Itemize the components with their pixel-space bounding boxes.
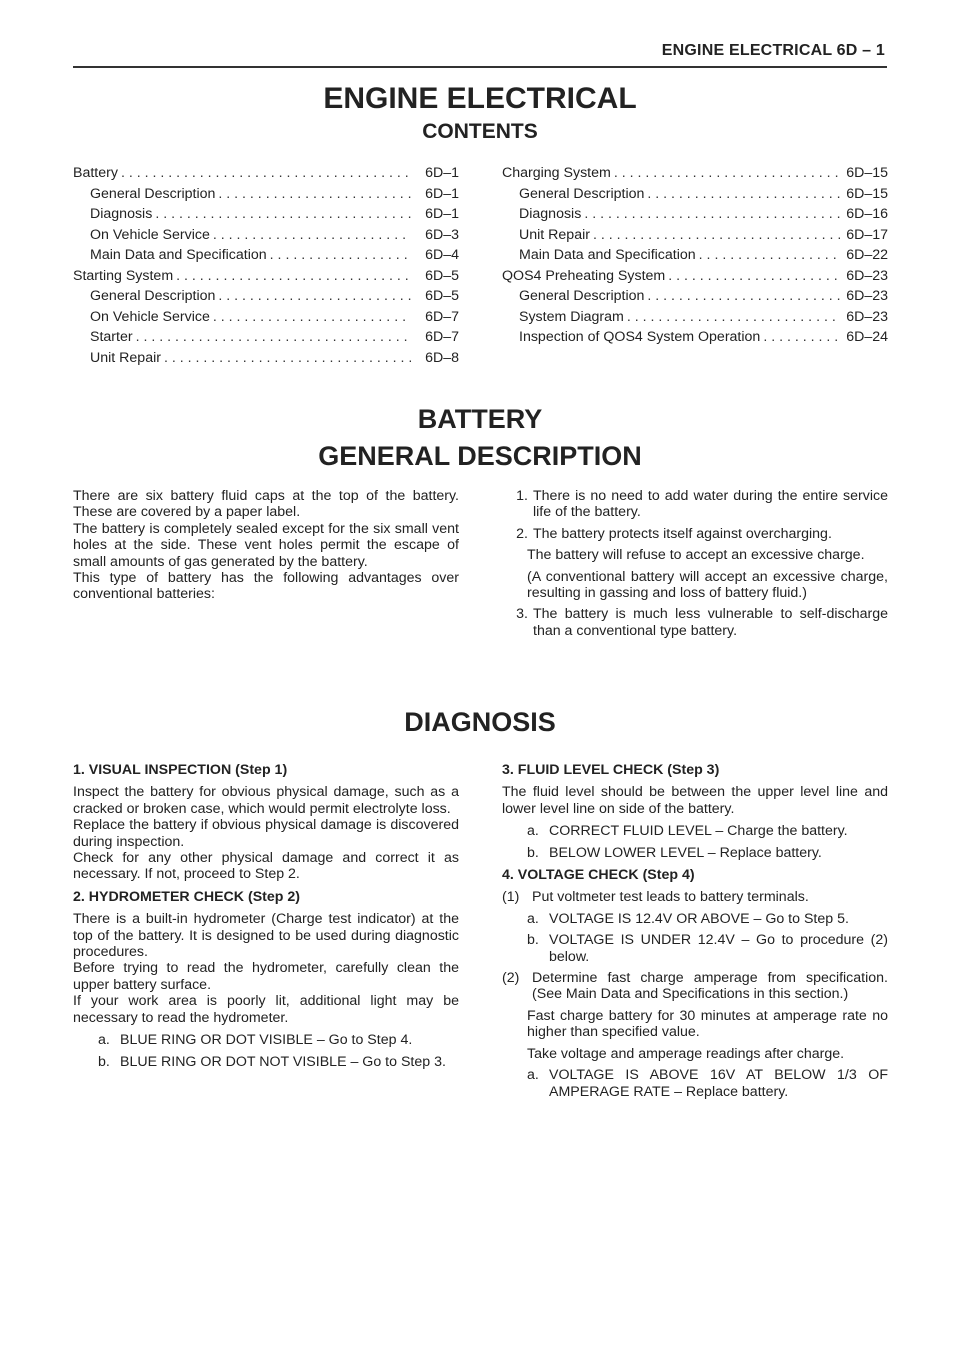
toc-entry-label: Unit Repair — [519, 226, 590, 243]
toc-dot-leader — [647, 186, 840, 202]
battery-paragraph: There are six battery fluid caps at the top of the battery. These are covered by a paper label. — [73, 488, 459, 521]
toc-entry-page: 6D–1 — [425, 206, 459, 222]
toc-dot-leader — [647, 288, 840, 304]
toc-entry-label: Unit Repair — [90, 349, 161, 366]
toc-dot-leader — [176, 268, 411, 284]
list-letter: b. — [527, 844, 539, 861]
list-letter: b. — [98, 1053, 110, 1070]
list-item — [502, 606, 888, 639]
list-letter: a. — [98, 1032, 110, 1049]
diagnosis-heading: DIAGNOSIS — [404, 707, 556, 737]
toc-entry-label: General Description — [519, 288, 645, 304]
step-paragraph: Check for any other physical damage and correct it as necessary. If not, proceed to Step 2. — [73, 850, 459, 883]
page-title: ENGINE ELECTRICAL — [323, 82, 637, 115]
step-paragraph: Before trying to read the hydrometer, carefully clean the upper battery surface. — [73, 960, 459, 993]
toc-entry-label: On Vehicle Service — [90, 308, 210, 325]
toc-entry-page: 6D–17 — [846, 226, 888, 243]
diagnosis-right-column — [502, 762, 888, 1100]
toc-entry-page: 6D–23 — [846, 308, 888, 325]
list-text: BLUE RING OR DOT VISIBLE – Go to Step 4. — [120, 1032, 413, 1049]
toc-entry — [73, 227, 459, 248]
toc-dot-leader — [155, 206, 411, 222]
toc-entry — [73, 309, 459, 330]
step-heading: 4. VOLTAGE CHECK (Step 4) — [502, 867, 695, 884]
toc-dot-leader — [270, 247, 411, 263]
list-text: BLUE RING OR DOT NOT VISIBLE – Go to Step 3. — [120, 1053, 446, 1070]
list-item — [502, 845, 888, 861]
toc-entry — [502, 186, 888, 207]
header-title: ENGINE ELECTRICAL 6D – 1 — [661, 42, 885, 59]
toc-entry-page: 6D–1 — [425, 165, 459, 181]
toc-entry-page: 6D–15 — [846, 185, 888, 202]
list-item — [502, 1067, 888, 1100]
toc-entry — [502, 165, 888, 186]
list-text: The battery is much less vulnerable to self-discharge than a conventional type battery. — [533, 606, 888, 639]
toc-dot-leader — [121, 165, 411, 181]
toc-entry-label: Main Data and Specification — [90, 247, 267, 263]
toc-entry-page: 6D–7 — [425, 308, 459, 325]
toc-dot-leader — [584, 206, 840, 222]
toc-entry — [73, 268, 459, 289]
toc-entry-page: 6D–22 — [846, 247, 888, 263]
list-text: Determine fast charge amperage from specification. (See Main Data and Specifications in this section.) — [532, 970, 888, 1003]
toc-entry-label: Charging System — [502, 165, 611, 181]
page-header — [73, 42, 887, 68]
step-paragraph: If your work area is poorly lit, additional light may be necessary to read the hydrometer. — [73, 993, 459, 1026]
toc-entry-label: Starter — [90, 329, 133, 345]
toc-dot-leader — [213, 227, 411, 243]
toc-entry — [502, 247, 888, 268]
toc-entry — [73, 186, 459, 207]
toc-dot-leader — [593, 227, 840, 243]
toc-entry-page: 6D–8 — [425, 349, 459, 366]
toc-entry-label: General Description — [90, 288, 216, 304]
toc-entry — [502, 329, 888, 350]
toc-entry — [502, 309, 888, 330]
list-text: VOLTAGE IS UNDER 12.4V – Go to procedure (2) below. — [549, 932, 888, 965]
list-item — [502, 488, 888, 521]
list-paragraph: Take voltage and amperage readings after charge. — [527, 1045, 845, 1062]
list-letter: a. — [527, 1067, 539, 1084]
toc-entry — [73, 165, 459, 186]
list-letter: b. — [527, 932, 539, 949]
step-paragraph: Inspect the battery for obvious physical damage, such as a cracked or broken case, which would permit electrolyte loss. — [73, 784, 459, 817]
toc-entry — [502, 288, 888, 309]
toc-dot-leader — [614, 165, 840, 181]
toc-entry — [73, 350, 459, 371]
toc-entry-label: Diagnosis — [519, 206, 582, 222]
toc-entry-label: System Diagram — [519, 308, 624, 325]
toc-entry-label: Inspection of QOS4 System Operation — [519, 329, 761, 345]
toc-entry-page: 6D–23 — [846, 267, 888, 284]
toc-entry-label: Main Data and Specification — [519, 247, 696, 263]
contents-heading: CONTENTS — [422, 120, 538, 143]
list-text: The battery protects itself against overcharging. — [533, 525, 832, 542]
toc-dot-leader — [164, 350, 411, 366]
list-number: 1. — [516, 488, 528, 504]
toc-left-column — [73, 165, 459, 370]
step-heading: 2. HYDROMETER CHECK (Step 2) — [73, 888, 301, 905]
toc-entry-page: 6D–4 — [425, 247, 459, 263]
list-text: Put voltmeter test leads to battery terminals. — [532, 889, 809, 906]
toc-dot-leader — [627, 309, 840, 325]
battery-advantages-list — [502, 488, 888, 639]
list-number: 3. — [516, 606, 528, 623]
list-item — [73, 1032, 459, 1048]
toc-entry-page: 6D–5 — [425, 267, 459, 284]
list-text: There is no need to add water during the entire service life of the battery. — [533, 488, 888, 521]
step-heading: 3. FLUID LEVEL CHECK (Step 3) — [502, 762, 720, 778]
toc-entry-label: Diagnosis — [90, 206, 153, 222]
list-paragraph: Fast charge battery for 30 minutes at amperage rate no higher than specified value. — [527, 1007, 888, 1041]
battery-description-left — [73, 488, 459, 603]
toc-entry — [502, 268, 888, 289]
toc-entry-page: 6D–1 — [425, 185, 459, 202]
toc-entry-label: General Description — [90, 185, 216, 202]
toc-dot-leader — [213, 309, 411, 325]
list-item — [502, 889, 888, 905]
battery-heading: BATTERY — [417, 404, 543, 434]
list-item — [502, 932, 888, 965]
list-number: 2. — [516, 525, 528, 542]
step-paragraph: Replace the battery if obvious physical damage is discovered during inspection. — [73, 817, 459, 850]
toc-entry-label: QOS4 Preheating System — [502, 267, 666, 284]
toc-entry-page: 6D–24 — [846, 329, 888, 345]
toc-entry — [73, 329, 459, 350]
list-item — [502, 970, 888, 1003]
battery-subheading: GENERAL DESCRIPTION — [318, 441, 642, 471]
list-paragraph: The battery will refuse to accept an excessive charge. — [527, 547, 865, 564]
list-item — [502, 911, 888, 927]
list-item — [502, 823, 888, 839]
toc-entry-label: On Vehicle Service — [90, 226, 210, 243]
toc-dot-leader — [218, 288, 411, 304]
list-number: (2) — [502, 970, 520, 987]
toc-entry-page: 6D–15 — [846, 165, 888, 181]
list-number: (1) — [502, 889, 520, 906]
toc-dot-leader — [763, 329, 840, 345]
toc-entry — [73, 247, 459, 268]
list-text: CORRECT FLUID LEVEL – Charge the battery. — [549, 823, 848, 840]
list-paragraph: (A conventional battery will accept an excessive charge, resulting in gassing and loss of battery fluid.) — [527, 568, 888, 602]
list-letter: a. — [527, 823, 539, 840]
toc-entry — [73, 206, 459, 227]
toc-dot-leader — [136, 329, 411, 345]
toc-dot-leader — [668, 268, 840, 284]
toc-entry-page: 6D–7 — [425, 329, 459, 345]
toc-entry — [502, 227, 888, 248]
toc-entry — [73, 288, 459, 309]
toc-entry-label: General Description — [519, 185, 645, 202]
toc-entry-page: 6D–23 — [846, 288, 888, 304]
toc-dot-leader — [699, 247, 840, 263]
toc-right-column — [502, 165, 888, 350]
list-item — [502, 526, 888, 542]
list-text: BELOW LOWER LEVEL – Replace battery. — [549, 844, 822, 861]
list-item — [73, 1054, 459, 1070]
list-text: VOLTAGE IS 12.4V OR ABOVE – Go to Step 5. — [549, 910, 849, 927]
toc-entry-label: Starting System — [73, 267, 174, 284]
step-paragraph: The fluid level should be between the upper level line and lower level line on side of the battery. — [502, 784, 888, 817]
toc-entry-page: 6D–16 — [846, 206, 888, 222]
diagnosis-left-column — [73, 762, 459, 1070]
list-letter: a. — [527, 910, 539, 927]
toc-entry-label: Battery — [73, 165, 118, 181]
toc-entry — [502, 206, 888, 227]
step-paragraph: There is a built-in hydrometer (Charge test indicator) at the top of the battery. It is designed to be used during diagnostic procedures. — [73, 911, 459, 961]
toc-entry-page: 6D–3 — [425, 226, 459, 243]
battery-paragraph: The battery is completely sealed except for the six small vent holes at the side. These vent holes permit the escape of small amounts of gas generated by the battery. — [73, 520, 459, 570]
step-heading: 1. VISUAL INSPECTION (Step 1) — [73, 762, 288, 778]
toc-entry-page: 6D–5 — [425, 288, 459, 304]
list-text: VOLTAGE IS ABOVE 16V AT BELOW 1/3 OF AMPERAGE RATE – Replace battery. — [549, 1067, 888, 1100]
toc-dot-leader — [218, 186, 411, 202]
battery-paragraph: This type of battery has the following advantages over conventional batteries: — [73, 570, 459, 603]
